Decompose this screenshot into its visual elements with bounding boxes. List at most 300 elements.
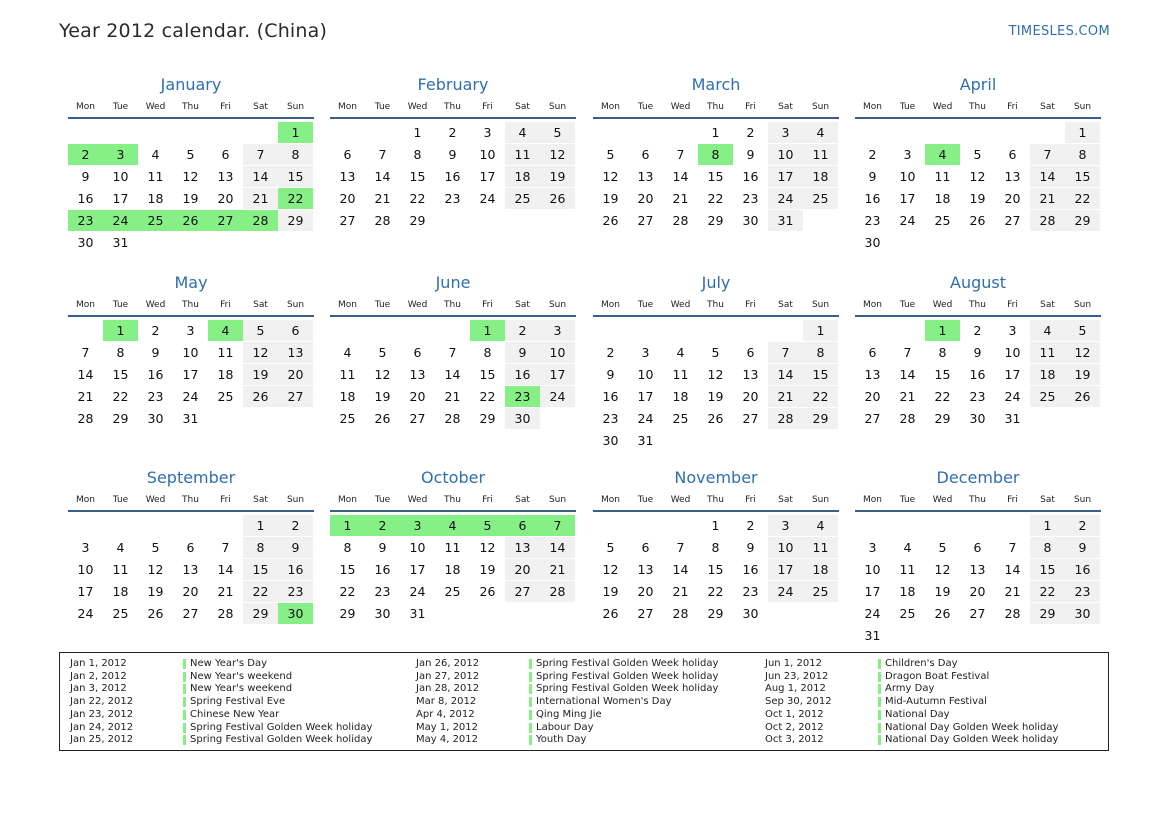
day-cell[interactable]: 1 [278, 122, 313, 143]
day-cell[interactable]: 10 [1004, 345, 1021, 360]
day-cell[interactable]: 30 [602, 433, 619, 448]
day-cell[interactable]: 4 [803, 515, 838, 536]
day-cell[interactable]: 16 [147, 367, 164, 382]
day-cell[interactable]: 12 [602, 169, 619, 184]
day-cell[interactable]: 4 [208, 320, 243, 341]
day-cell[interactable]: 5 [186, 147, 195, 162]
day-cell[interactable]: 1 [711, 125, 720, 140]
day-cell[interactable]: 2 [606, 345, 615, 360]
day-cell[interactable]: 10 [112, 169, 129, 184]
day-cell[interactable]: 12 [147, 562, 164, 577]
day-cell[interactable]: 19 [969, 191, 986, 206]
day-cell[interactable]: 7 [903, 345, 912, 360]
day-cell[interactable]: 11 [147, 169, 164, 184]
day-cell[interactable]: 26 [969, 213, 986, 228]
day-cell[interactable]: 7 [768, 342, 803, 363]
day-cell[interactable]: 29 [707, 606, 724, 621]
day-cell[interactable]: 9 [606, 367, 615, 382]
day-cell[interactable]: 5 [606, 147, 615, 162]
day-cell[interactable]: 28 [243, 210, 278, 231]
day-cell[interactable]: 3 [768, 515, 803, 536]
day-cell[interactable]: 15 [112, 367, 129, 382]
day-cell[interactable]: 6 [413, 345, 422, 360]
day-cell[interactable]: 20 [742, 389, 759, 404]
day-cell[interactable]: 20 [182, 584, 199, 599]
day-cell[interactable]: 1 [1065, 122, 1100, 143]
day-cell[interactable]: 21 [77, 389, 94, 404]
day-cell[interactable]: 14 [672, 169, 689, 184]
day-cell[interactable]: 1 [803, 320, 838, 341]
day-cell[interactable]: 15 [243, 559, 278, 580]
day-cell[interactable]: 2 [448, 125, 457, 140]
day-cell[interactable]: 25 [803, 581, 838, 602]
day-cell[interactable]: 21 [243, 188, 278, 209]
day-cell[interactable]: 31 [768, 210, 803, 231]
day-cell[interactable]: 25 [672, 411, 689, 426]
day-cell[interactable]: 28 [899, 411, 916, 426]
day-cell[interactable]: 19 [479, 562, 496, 577]
day-cell[interactable]: 14 [1030, 166, 1065, 187]
day-cell[interactable]: 22 [243, 581, 278, 602]
day-cell[interactable]: 29 [409, 213, 426, 228]
day-cell[interactable]: 27 [278, 386, 313, 407]
day-cell[interactable]: 15 [707, 169, 724, 184]
day-cell[interactable]: 19 [602, 584, 619, 599]
day-cell[interactable]: 19 [1065, 364, 1100, 385]
day-cell[interactable]: 2 [68, 144, 103, 165]
day-cell[interactable]: 18 [803, 559, 838, 580]
day-cell[interactable]: 17 [899, 191, 916, 206]
day-cell[interactable]: 7 [378, 147, 387, 162]
day-cell[interactable]: 28 [77, 411, 94, 426]
day-cell[interactable]: 11 [217, 345, 234, 360]
day-cell[interactable]: 24 [77, 606, 94, 621]
day-cell[interactable]: 22 [934, 389, 951, 404]
day-cell[interactable]: 16 [602, 389, 619, 404]
day-cell[interactable]: 4 [505, 122, 540, 143]
day-cell[interactable]: 6 [1008, 147, 1017, 162]
day-cell[interactable]: 10 [899, 169, 916, 184]
day-cell[interactable]: 29 [934, 411, 951, 426]
day-cell[interactable]: 9 [973, 345, 982, 360]
day-cell[interactable]: 25 [899, 606, 916, 621]
day-cell[interactable]: 25 [1030, 386, 1065, 407]
day-cell[interactable]: 6 [641, 540, 650, 555]
day-cell[interactable]: 19 [243, 364, 278, 385]
day-cell[interactable]: 9 [1065, 537, 1100, 558]
day-cell[interactable]: 25 [217, 389, 234, 404]
day-cell[interactable]: 5 [151, 540, 160, 555]
day-cell[interactable]: 18 [147, 191, 164, 206]
day-cell[interactable]: 24 [409, 584, 426, 599]
day-cell[interactable]: 29 [479, 411, 496, 426]
day-cell[interactable]: 7 [676, 540, 685, 555]
day-cell[interactable]: 8 [711, 540, 720, 555]
day-cell[interactable]: 23 [278, 581, 313, 602]
day-cell[interactable]: 19 [540, 166, 575, 187]
day-cell[interactable]: 29 [803, 408, 838, 429]
day-cell[interactable]: 31 [637, 433, 654, 448]
day-cell[interactable]: 1 [925, 320, 960, 341]
day-cell[interactable]: 28 [540, 581, 575, 602]
day-cell[interactable]: 26 [602, 213, 619, 228]
day-cell[interactable]: 24 [540, 386, 575, 407]
day-cell[interactable]: 15 [934, 367, 951, 382]
day-cell[interactable]: 1 [103, 320, 138, 341]
day-cell[interactable]: 2 [746, 518, 755, 533]
day-cell[interactable]: 1 [330, 515, 365, 536]
day-cell[interactable]: 21 [444, 389, 461, 404]
day-cell[interactable]: 14 [243, 166, 278, 187]
day-cell[interactable]: 31 [112, 235, 129, 250]
day-cell[interactable]: 4 [151, 147, 160, 162]
day-cell[interactable]: 17 [182, 367, 199, 382]
day-cell[interactable]: 16 [1065, 559, 1100, 580]
day-cell[interactable]: 17 [409, 562, 426, 577]
day-cell[interactable]: 14 [374, 169, 391, 184]
day-cell[interactable]: 26 [147, 606, 164, 621]
day-cell[interactable]: 3 [1008, 323, 1017, 338]
day-cell[interactable]: 4 [803, 122, 838, 143]
day-cell[interactable]: 11 [934, 169, 951, 184]
day-cell[interactable]: 16 [444, 169, 461, 184]
day-cell[interactable]: 29 [112, 411, 129, 426]
day-cell[interactable]: 28 [768, 408, 803, 429]
day-cell[interactable]: 17 [637, 389, 654, 404]
day-cell[interactable]: 26 [1065, 386, 1100, 407]
day-cell[interactable]: 11 [444, 540, 461, 555]
day-cell[interactable]: 15 [479, 367, 496, 382]
day-cell[interactable]: 19 [934, 584, 951, 599]
day-cell[interactable]: 15 [1065, 166, 1100, 187]
day-cell[interactable]: 31 [864, 628, 881, 643]
day-cell[interactable]: 13 [217, 169, 234, 184]
day-cell[interactable]: 13 [409, 367, 426, 382]
day-cell[interactable]: 21 [672, 584, 689, 599]
day-cell[interactable]: 7 [1008, 540, 1017, 555]
day-cell[interactable]: 10 [768, 144, 803, 165]
day-cell[interactable]: 6 [343, 147, 352, 162]
day-cell[interactable]: 14 [217, 562, 234, 577]
day-cell[interactable]: 16 [742, 169, 759, 184]
day-cell[interactable]: 26 [173, 210, 208, 231]
day-cell[interactable]: 3 [768, 122, 803, 143]
day-cell[interactable]: 22 [1030, 581, 1065, 602]
day-cell[interactable]: 29 [278, 210, 313, 231]
day-cell[interactable]: 17 [768, 166, 803, 187]
day-cell[interactable]: 14 [899, 367, 916, 382]
day-cell[interactable]: 7 [81, 345, 90, 360]
day-cell[interactable]: 1 [413, 125, 422, 140]
day-cell[interactable]: 22 [112, 389, 129, 404]
day-cell[interactable]: 27 [182, 606, 199, 621]
day-cell[interactable]: 30 [969, 411, 986, 426]
day-cell[interactable]: 12 [540, 144, 575, 165]
day-cell[interactable]: 7 [676, 147, 685, 162]
day-cell[interactable]: 4 [116, 540, 125, 555]
day-cell[interactable]: 9 [81, 169, 90, 184]
day-cell[interactable]: 6 [278, 320, 313, 341]
day-cell[interactable]: 2 [151, 323, 160, 338]
day-cell[interactable]: 8 [1030, 537, 1065, 558]
day-cell[interactable]: 31 [409, 606, 426, 621]
day-cell[interactable]: 24 [768, 581, 803, 602]
day-cell[interactable]: 4 [676, 345, 685, 360]
day-cell[interactable]: 3 [483, 125, 492, 140]
day-cell[interactable]: 4 [903, 540, 912, 555]
day-cell[interactable]: 5 [1065, 320, 1100, 341]
day-cell[interactable]: 27 [505, 581, 540, 602]
day-cell[interactable]: 5 [470, 515, 505, 536]
day-cell[interactable]: 19 [182, 191, 199, 206]
day-cell[interactable]: 23 [444, 191, 461, 206]
day-cell[interactable]: 3 [186, 323, 195, 338]
day-cell[interactable]: 14 [540, 537, 575, 558]
day-cell[interactable]: 14 [77, 367, 94, 382]
day-cell[interactable]: 28 [672, 606, 689, 621]
day-cell[interactable]: 29 [243, 603, 278, 624]
day-cell[interactable]: 5 [938, 540, 947, 555]
day-cell[interactable]: 16 [864, 191, 881, 206]
day-cell[interactable]: 10 [540, 342, 575, 363]
day-cell[interactable]: 21 [899, 389, 916, 404]
day-cell[interactable]: 5 [540, 122, 575, 143]
day-cell[interactable]: 8 [938, 345, 947, 360]
day-cell[interactable]: 21 [672, 191, 689, 206]
day-cell[interactable]: 9 [278, 537, 313, 558]
day-cell[interactable]: 28 [217, 606, 234, 621]
day-cell[interactable]: 22 [339, 584, 356, 599]
day-cell[interactable]: 25 [934, 213, 951, 228]
day-cell[interactable]: 29 [339, 606, 356, 621]
day-cell[interactable]: 3 [540, 320, 575, 341]
day-cell[interactable]: 30 [1065, 603, 1100, 624]
day-cell[interactable]: 8 [413, 147, 422, 162]
day-cell[interactable]: 18 [672, 389, 689, 404]
day-cell[interactable]: 10 [637, 367, 654, 382]
day-cell[interactable]: 22 [278, 188, 313, 209]
day-cell[interactable]: 6 [505, 515, 540, 536]
day-cell[interactable]: 3 [103, 144, 138, 165]
day-cell[interactable]: 1 [1030, 515, 1065, 536]
day-cell[interactable]: 28 [1030, 210, 1065, 231]
day-cell[interactable]: 26 [243, 386, 278, 407]
day-cell[interactable]: 24 [768, 188, 803, 209]
day-cell[interactable]: 9 [505, 342, 540, 363]
day-cell[interactable]: 13 [182, 562, 199, 577]
day-cell[interactable]: 16 [77, 191, 94, 206]
day-cell[interactable]: 22 [1065, 188, 1100, 209]
day-cell[interactable]: 28 [374, 213, 391, 228]
day-cell[interactable]: 27 [339, 213, 356, 228]
day-cell[interactable]: 4 [343, 345, 352, 360]
day-cell[interactable]: 11 [672, 367, 689, 382]
day-cell[interactable]: 11 [803, 537, 838, 558]
day-cell[interactable]: 6 [868, 345, 877, 360]
day-cell[interactable]: 26 [540, 188, 575, 209]
day-cell[interactable]: 10 [479, 147, 496, 162]
day-cell[interactable]: 21 [1004, 584, 1021, 599]
day-cell[interactable]: 19 [707, 389, 724, 404]
day-cell[interactable]: 8 [483, 345, 492, 360]
day-cell[interactable]: 4 [925, 144, 960, 165]
day-cell[interactable]: 15 [339, 562, 356, 577]
day-cell[interactable]: 12 [707, 367, 724, 382]
day-cell[interactable]: 8 [803, 342, 838, 363]
day-cell[interactable]: 24 [479, 191, 496, 206]
day-cell[interactable]: 3 [81, 540, 90, 555]
day-cell[interactable]: 12 [374, 367, 391, 382]
day-cell[interactable]: 18 [112, 584, 129, 599]
day-cell[interactable]: 15 [707, 562, 724, 577]
day-cell[interactable]: 25 [112, 606, 129, 621]
day-cell[interactable]: 23 [969, 389, 986, 404]
day-cell[interactable]: 12 [182, 169, 199, 184]
day-cell[interactable]: 8 [343, 540, 352, 555]
day-cell[interactable]: 20 [217, 191, 234, 206]
day-cell[interactable]: 8 [243, 537, 278, 558]
day-cell[interactable]: 9 [746, 540, 755, 555]
day-cell[interactable]: 21 [1030, 188, 1065, 209]
day-cell[interactable]: 18 [803, 166, 838, 187]
day-cell[interactable]: 30 [147, 411, 164, 426]
day-cell[interactable]: 22 [409, 191, 426, 206]
day-cell[interactable]: 24 [182, 389, 199, 404]
day-cell[interactable]: 7 [448, 345, 457, 360]
day-cell[interactable]: 31 [1004, 411, 1021, 426]
day-cell[interactable]: 11 [803, 144, 838, 165]
day-cell[interactable]: 15 [409, 169, 426, 184]
day-cell[interactable]: 10 [864, 562, 881, 577]
day-cell[interactable]: 27 [1004, 213, 1021, 228]
day-cell[interactable]: 29 [707, 213, 724, 228]
day-cell[interactable]: 17 [1004, 367, 1021, 382]
day-cell[interactable]: 7 [243, 144, 278, 165]
day-cell[interactable]: 17 [112, 191, 129, 206]
day-cell[interactable]: 9 [746, 147, 755, 162]
day-cell[interactable]: 3 [400, 515, 435, 536]
day-cell[interactable]: 31 [182, 411, 199, 426]
day-cell[interactable]: 9 [151, 345, 160, 360]
day-cell[interactable]: 14 [444, 367, 461, 382]
day-cell[interactable]: 26 [707, 411, 724, 426]
day-cell[interactable]: 19 [147, 584, 164, 599]
day-cell[interactable]: 15 [278, 166, 313, 187]
day-cell[interactable]: 30 [864, 235, 881, 250]
day-cell[interactable]: 27 [208, 210, 243, 231]
day-cell[interactable]: 20 [969, 584, 986, 599]
day-cell[interactable]: 18 [899, 584, 916, 599]
day-cell[interactable]: 30 [278, 603, 313, 624]
day-cell[interactable]: 26 [602, 606, 619, 621]
day-cell[interactable]: 30 [77, 235, 94, 250]
day-cell[interactable]: 10 [182, 345, 199, 360]
day-cell[interactable]: 13 [1004, 169, 1021, 184]
day-cell[interactable]: 26 [374, 411, 391, 426]
day-cell[interactable]: 8 [1065, 144, 1100, 165]
day-cell[interactable]: 11 [1030, 342, 1065, 363]
day-cell[interactable]: 13 [742, 367, 759, 382]
day-cell[interactable]: 21 [540, 559, 575, 580]
day-cell[interactable]: 20 [637, 584, 654, 599]
day-cell[interactable]: 18 [1030, 364, 1065, 385]
day-cell[interactable]: 26 [934, 606, 951, 621]
day-cell[interactable]: 2 [1065, 515, 1100, 536]
day-cell[interactable]: 13 [969, 562, 986, 577]
day-cell[interactable]: 21 [217, 584, 234, 599]
day-cell[interactable]: 17 [864, 584, 881, 599]
day-cell[interactable]: 22 [479, 389, 496, 404]
day-cell[interactable]: 24 [899, 213, 916, 228]
day-cell[interactable]: 15 [1030, 559, 1065, 580]
day-cell[interactable]: 26 [479, 584, 496, 599]
day-cell[interactable]: 9 [448, 147, 457, 162]
day-cell[interactable]: 7 [1030, 144, 1065, 165]
day-cell[interactable]: 8 [278, 144, 313, 165]
day-cell[interactable]: 23 [68, 210, 103, 231]
day-cell[interactable]: 22 [803, 386, 838, 407]
day-cell[interactable]: 20 [278, 364, 313, 385]
day-cell[interactable]: 21 [768, 386, 803, 407]
day-cell[interactable]: 25 [138, 210, 173, 231]
day-cell[interactable]: 10 [77, 562, 94, 577]
day-cell[interactable]: 20 [637, 191, 654, 206]
day-cell[interactable]: 25 [803, 188, 838, 209]
day-cell[interactable]: 3 [903, 147, 912, 162]
day-cell[interactable]: 30 [505, 408, 540, 429]
day-cell[interactable]: 13 [278, 342, 313, 363]
day-cell[interactable]: 5 [243, 320, 278, 341]
day-cell[interactable]: 8 [116, 345, 125, 360]
day-cell[interactable]: 18 [339, 389, 356, 404]
day-cell[interactable]: 16 [278, 559, 313, 580]
day-cell[interactable]: 21 [374, 191, 391, 206]
day-cell[interactable]: 12 [602, 562, 619, 577]
day-cell[interactable]: 6 [746, 345, 755, 360]
day-cell[interactable]: 25 [444, 584, 461, 599]
day-cell[interactable]: 13 [505, 537, 540, 558]
day-cell[interactable]: 6 [641, 147, 650, 162]
day-cell[interactable]: 12 [934, 562, 951, 577]
day-cell[interactable]: 20 [864, 389, 881, 404]
day-cell[interactable]: 18 [505, 166, 540, 187]
day-cell[interactable]: 25 [505, 188, 540, 209]
day-cell[interactable]: 14 [768, 364, 803, 385]
day-cell[interactable]: 18 [217, 367, 234, 382]
day-cell[interactable]: 27 [409, 411, 426, 426]
day-cell[interactable]: 2 [973, 323, 982, 338]
day-cell[interactable]: 12 [243, 342, 278, 363]
day-cell[interactable]: 23 [1065, 581, 1100, 602]
day-cell[interactable]: 16 [374, 562, 391, 577]
day-cell[interactable]: 9 [868, 169, 877, 184]
day-cell[interactable]: 15 [803, 364, 838, 385]
day-cell[interactable]: 28 [672, 213, 689, 228]
day-cell[interactable]: 28 [1004, 606, 1021, 621]
day-cell[interactable]: 17 [768, 559, 803, 580]
day-cell[interactable]: 2 [746, 125, 755, 140]
day-cell[interactable]: 23 [602, 411, 619, 426]
day-cell[interactable]: 20 [409, 389, 426, 404]
day-cell[interactable]: 29 [1030, 603, 1065, 624]
day-cell[interactable]: 11 [505, 144, 540, 165]
day-cell[interactable]: 24 [103, 210, 138, 231]
day-cell[interactable]: 27 [637, 213, 654, 228]
day-cell[interactable]: 19 [602, 191, 619, 206]
day-cell[interactable]: 9 [378, 540, 387, 555]
day-cell[interactable]: 27 [637, 606, 654, 621]
day-cell[interactable]: 2 [505, 320, 540, 341]
